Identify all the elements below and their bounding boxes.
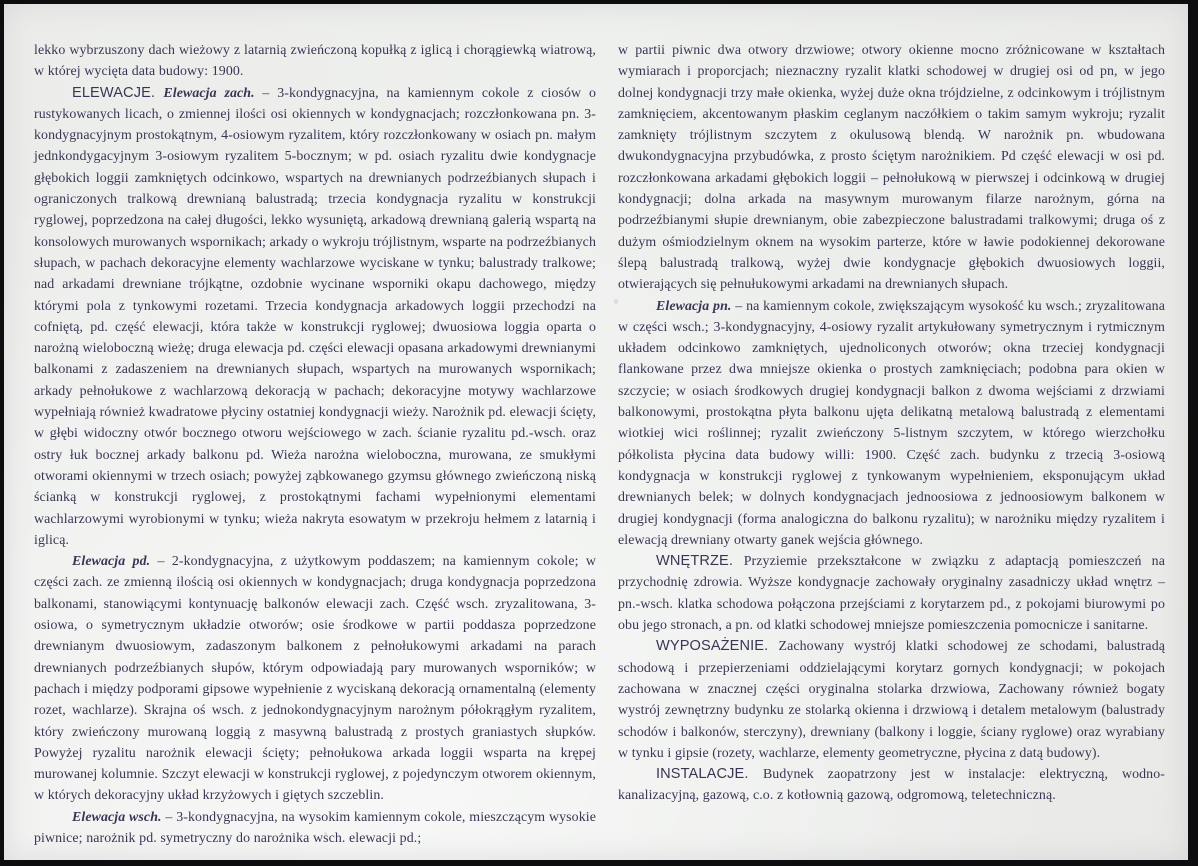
text-segment: Zachowany wystrój klatki schodowej ze schodami, balustradą schodową i przepierzeniami oddzielającymi korytarz gornych kondygnacji; w pokojach zachowana w znacznej części oryginalna stolarka drzwiowa, Zachowany również bogaty wystrój zewnętrzny budynku ze stolarką okienna i drzwiową i detalem metalowym (balustrady schodów i balkonów, sterczyny), drewniany (balkony i loggie, ściany ryglowe) oraz wyrabiany w tynku i gipsie (rozety, wachlarze, elementy geometryczne, płycina z datą budowy). — [618, 639, 1166, 761]
text-segment: w partii piwnic dwa otwory drzwiowe; otwory okienne mocno zróżnicowane w kształtach wymiarach i proporcjach; nieznaczny ryzalit klatki schodowej w drugiej osi od pn, w jego dolnej kondygnacji trzy małe okienka, wyżej duże okna trójdzielne, z odcinkowym i trójlistnym zamknięciem, akcentowanym płaskim ceglanym naczółkiem o takim samym wykroju; ryzalit zamknięty trójlistnym szczytem z okulusową blendą. W narożnik pn. wbudowana dwukondygnacyjna przybudówka, z prosto ściętym narożnikiem. Pd część elewacji w osi pd. rozczłonkowana arkadami głębokich loggii – pełnołukową w pierwszej i odcinkową w drugiej kondygnacji; dolna arkada na masywnym murowanym filarze narożnym, górna na podrzeźbianymi słupie drewnianym, obie zabezpieczone balustradami tralkowymi; druga oś z dużym ośmiodzielnym oknem na wysokim parterze, które w ławie podokiennej dekorowane ślepą balustradą tralkową, wyżej dwie kondygnacje głębokich dwuosiowych loggii, otwierających się pełnułukowymi arkadami na drewnianych słupach. — [618, 43, 1165, 293]
text-segment: Przyziemie przekształcone w związku z adaptacją pomieszczeń na przychodnię zdrowia. Wyższe kondygnacje zachowały oryginalny zasadniczy układ wnętrz – pn.-wsch. klatka schodowa połączona przejściami z korytarzem pd., z pokojami biurowymi po obu jego stronach, a pn. od klatki schodowej mniejsze pomieszczenia pomocnicze i sanitarne. — [618, 554, 1165, 634]
section-heading: WYPOSAŻENIE. — [656, 638, 779, 655]
paragraph — [34, 551, 596, 807]
elevation-heading: Elewacja wsch. — [72, 809, 162, 825]
paragraph — [618, 551, 1165, 636]
elevation-heading: Elewacja pd. — [72, 554, 151, 570]
paragraph — [618, 764, 1165, 807]
elevation-heading: Elewacja zach. — [163, 85, 255, 101]
text-segment: – na kamiennym cokole, zwiększającym wysokość ku wsch.; zryzalitowana w części wsch.; 3-kondygnacyjny, 4-osiowy ryzalit artykułowany symetrycznym i rytmicznym układem odcinkowo zamkniętych, ujednoliconych otworów; okna trzeciej kondygnacji flankowane przez dwa mniejsze okienka o prostych zamknięciach; podobna para okien w szczycie; w osiach środkowych drugiej kondygnacji balkon z dwoma wejściami z drzwiami balkonowymi, prostokątna płyta balkonu ujęta delikatną metalową balustradą z elementami wiotkiej wici roślinnej; ryzalit zwieńczony 5-listnym szczytem, w którego wierzchołku półkolista płycina data budowy willi: 1900. Część zach. budynku z trzecią 3-osiową kondygnacja w konstrukcji ryglowej z tynkowanym wypełnieniem, eksponującym układ drewnianych belek; w dolnych kondygnacjach jednoosiowa z jednoosiowym balkonem w drugiej kondygnacji (forma analogiczna do balkonu ryzalitu); w narożniku między ryzalitem i elewacją drewniany otwarty ganek wejścia głównego. — [618, 298, 1165, 548]
column-left — [34, 40, 596, 849]
text-segment: Budynek zaopatrzony jest w instalacje: elektryczną, wodno-kanalizacyjną, gazową, c.o. z kotłownią gazową, odgromową, teletechniczną. — [618, 767, 1165, 804]
paragraph — [34, 807, 596, 850]
text-segment: lekko wybrzuszony dach wieżowy z latarnią zwieńczoną kopułką z iglicą i chorągiewką wiatrową, w której wycięta data budowy: 1900. — [34, 43, 596, 80]
paragraph — [34, 83, 596, 552]
text-segment: – 2-kondygnacyjna, z użytkowym poddaszem; na kamiennym cokole; w części zach. ze zmienną ilością osi okiennych w kondygnacjach; druga kondygnacja poprzedzona balkonami, stanowiącymi kontynuację balkonów elewacji zach. Część wsch. zryzalitowana, 3-osiowa, o symetrycznym układzie otworów; osie środkowe w partii poddasza poprzedzone drewnianym dwuosiowym, zadaszonym balkonem z pełnołukowymi arkadami na parach drewnianych podrzeźbianych słupów, którym odpowiadają pary murowanych wsporników; w pachach i między podporami gipsowe wypełnienie z wyciskaną dekoracją ornamentalną (elementy rozet, wachlarze). Skrajna oś wsch. z jednokondygnacyjnym narożnym półokrągłym ryzalitem, który zwieńczony murowaną loggią z masywną balustradą z prostych graniastych słupków. Powyżej ryzalitu narożnik elewacji ścięty; pełnołukowa arkada loggii wsparta na krępej murowanej kolumnie. Szczyt elewacji w konstrukcji ryglowej, z pojedynczym otworem okiennym, w których dekoracyjny układ krzyżowych i giętych szczeblin. — [34, 554, 597, 804]
column-right — [618, 40, 1165, 807]
paper — [4, 4, 1188, 860]
paragraph — [618, 636, 1165, 764]
section-heading: WNĘTRZE. — [656, 553, 744, 570]
text-segment: – 3-kondygnacyjna, na wysokim kamiennym cokole, mieszczącym wysokie piwnice; narożnik pd. symetryczny do narożnika wsch. elewacji pd.; — [34, 809, 596, 846]
section-heading: INSTALACJE. — [656, 766, 763, 783]
section-heading: ELEWACJE. — [72, 84, 164, 101]
paragraph — [34, 40, 596, 83]
text-segment: – 3-kondygnacyjna, na kamiennym cokole z ciosów o rustykowanych licach, o zmiennej ilości osi okiennych w kondygnacjach; rozczłonkowana pn. 3-kondygnacyjnym prostokątnym, 4-osiowym ryzalitem, który rozczłonkowany w osiach pn. małym jednkondygacyjnym 3-osiowym ryzalitem 5-bocznym; w pd. osiach ryzalitu dwie kondygnacje głębokich loggii zamkniętych odcinkowo, wspartych na drewnianych podrzeźbianych słupach i ograniczonych tralkową drewnianą balustradą; trzecia kondygnacja ryzalitu w konstrukcji ryglowej, poprzedzona na całej długości, lekko wysuniętą, arkadową drewnianą galerią wspartą na konsolowych murowanych wspornikach; arkady o wykroju trójlistnym, wsparte na podrzeźbianych słupach, w pachach dekoracyjne elementy wachlarzowe wyciskane w tynku; balustrady tralkowe; nad arkadami drewniane trójkątne, ozdobnie wycinane wsporniki okapu dachowego, między którymi pola z tynkowymi rozetami. Trzecia kondygnacja arkadowych loggii przechodzi na cofniętą, pd. część elewacji, która także w konstrukcji ryglowej; dwuosiowa loggia oparta o narożną wieloboczną wieżę; druga elewacja pd. części elewacji opasana arkadowymi drewnianymi balkonami z zadaszeniem na drewnianych słupach, wspartych na murowanych wspornikach; arkady pełnołukowe z wachlarzową dekoracją w pachach; dekoracyjne motywy wachlarzowe wypełniają również kwadratowe płyciny ostatniej kondygnacji wieży. Narożnik pd. elewacji ścięty, w głębi widoczny otwór bocznego otworu wejściowego w zach. ścianie ryzalitu pd.-wsch. oraz ostry łuk bocznej arkady balkonu pd. Wieża narożna wieloboczna, murowana, ze smukłymi otworami okiennymi w trzech osiach; powyżej ząbkowanego gzymsu głównego zwieńczoną niską ścianką w konstrukcji ryglowej, z prostokątnymi fachami wypełnionymi elementami wachlarzowymi wyrobionymi w tynku; wieża nakryta esowatym w przekroju hełmem z latarnią i iglicą. — [34, 85, 596, 548]
elevation-heading: Elewacja pn. — [656, 298, 732, 314]
paragraph — [618, 40, 1165, 296]
paragraph — [618, 296, 1165, 552]
